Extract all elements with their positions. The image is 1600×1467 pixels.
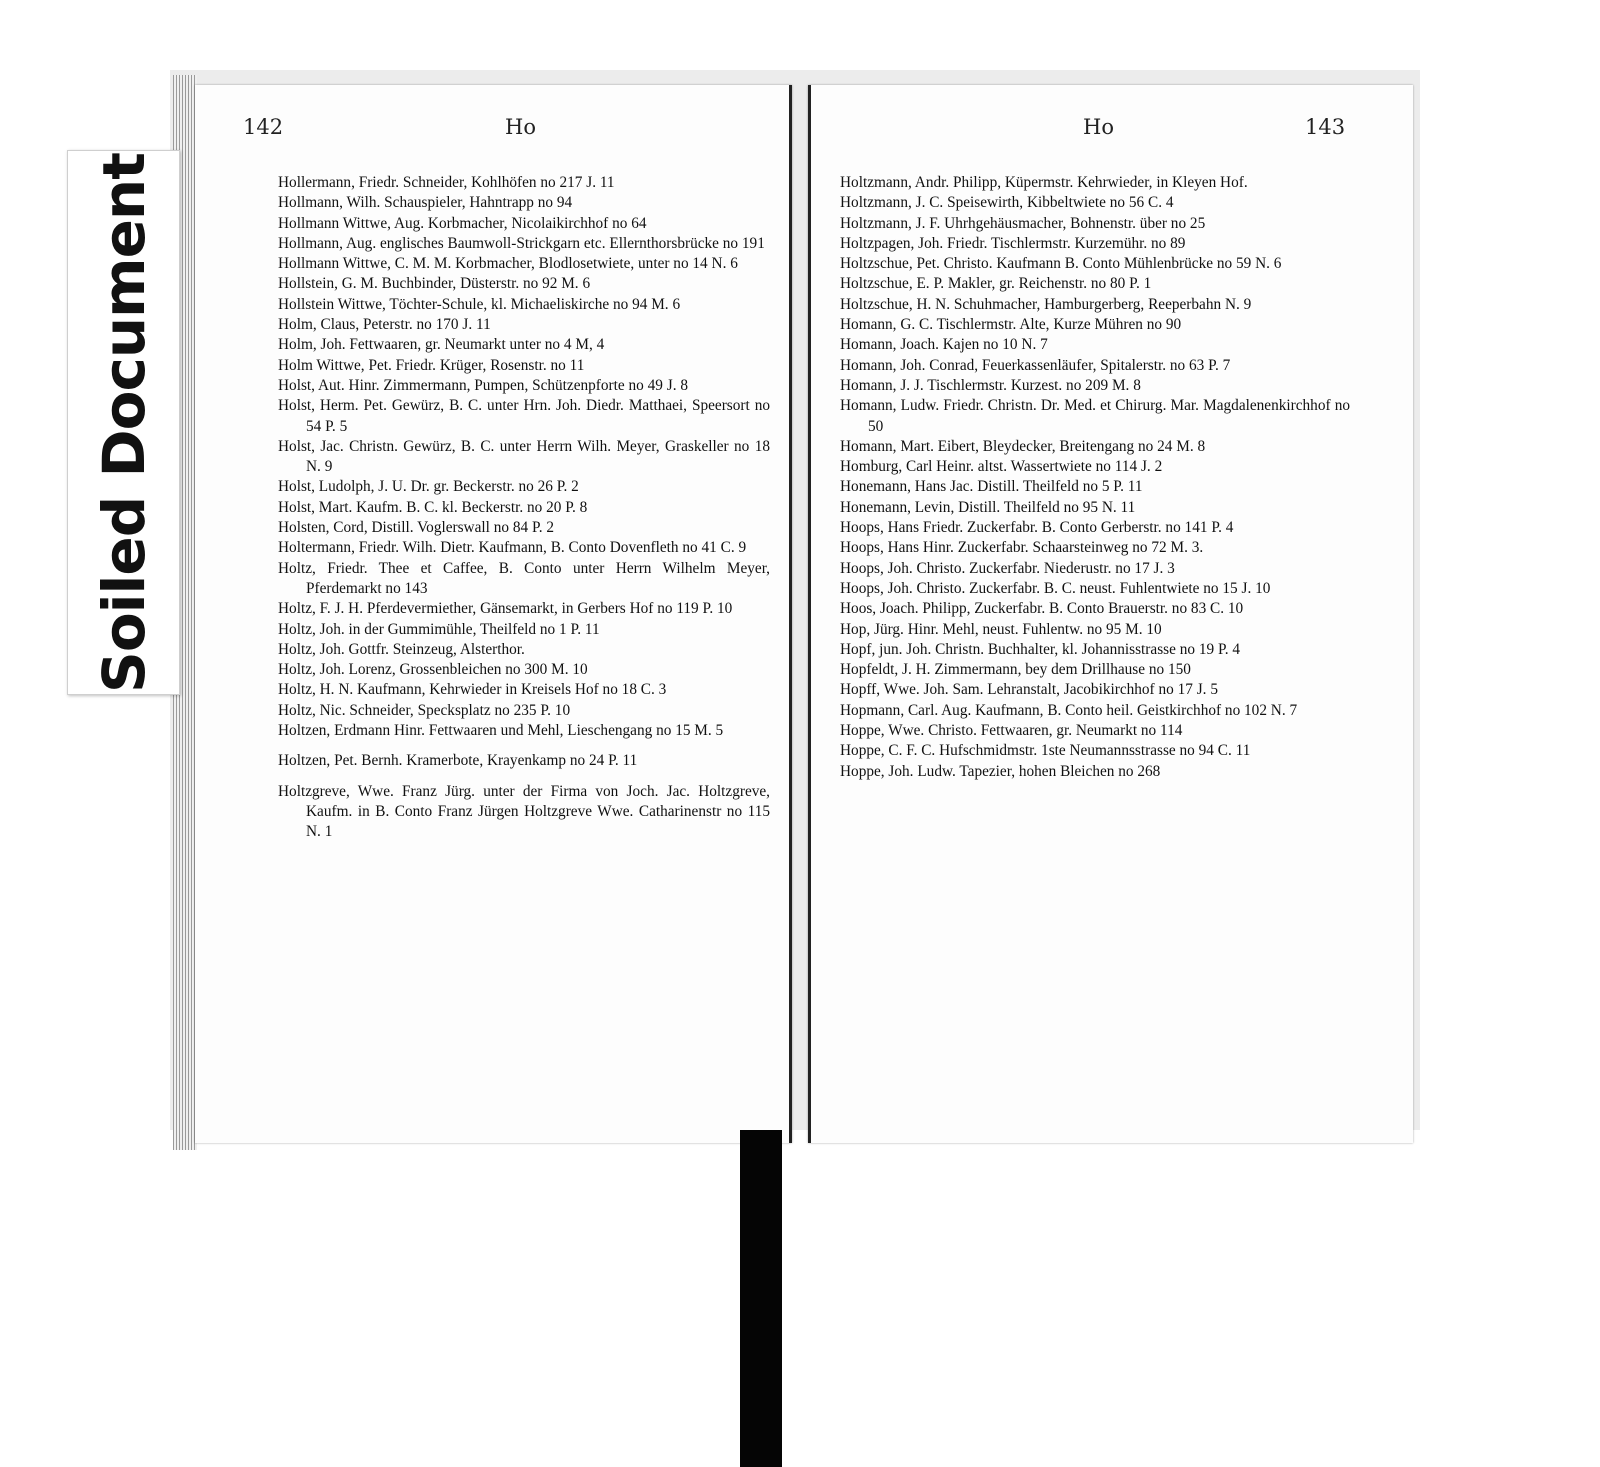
directory-entry: Holtzen, Erdmann Hinr. Fettwaaren und Mehl, Lieschengang no 15 M. 5 [278,722,724,740]
directory-entry: Homann, G. C. Tischlermstr. Alte, Kurze Mühren no 90 [840,316,1182,334]
directory-entry: Holst, Herm. Pet. Gewürz, B. C. unter Hrn. Joh. Diedr. Matthaei, Speersort no 54 P. 5 [278,397,770,435]
directory-entry: Holtermann, Friedr. Wilh. Dietr. Kaufmann, B. Conto Dovenfleth no 41 C. 9 [278,539,747,557]
directory-entry: Hollstein Wittwe, Töchter-Schule, kl. Michaeliskirche no 94 M. 6 [278,295,681,313]
directory-entry: Homann, Mart. Eibert, Bleydecker, Breitengang no 24 M. 8 [840,437,1206,455]
directory-entry: Hoops, Hans Hinr. Zuckerfabr. Schaarsteinweg no 72 M. 3. [840,539,1204,557]
directory-entry: Hoops, Joh. Christo. Zuckerfabr. B. C. neust. Fuhlentwiete no 15 J. 10 [840,579,1271,597]
directory-entry: Hopff, Wwe. Joh. Sam. Lehranstalt, Jacobikirchhof no 17 J. 5 [840,681,1218,699]
left-page-number: 142 [243,115,284,139]
directory-entry: Holtz, Joh. in der Gummimühle, Theilfeld no 1 P. 11 [278,620,600,638]
directory-entry: Holtz, Friedr. Thee et Caffee, B. Conto unter Herrn Wilhelm Meyer, Pferdemarkt no 143 [278,559,770,597]
directory-entry: Honemann, Hans Jac. Distill. Theilfeld no 5 P. 11 [840,478,1143,496]
directory-entry: Hoops, Hans Friedr. Zuckerfabr. B. Conto Gerberstr. no 141 P. 4 [840,519,1234,537]
directory-entry: Holtzschue, Pet. Christo. Kaufmann B. Conto Mühlenbrücke no 59 N. 6 [840,255,1282,273]
directory-entry: Homann, J. J. Tischlermstr. Kurzest. no 209 M. 8 [840,376,1141,394]
directory-entry: Homann, Ludw. Friedr. Christn. Dr. Med. et Chirurg. Mar. Magdalenenkirchhof no 50 [840,397,1350,435]
directory-entry: Hollstein, G. M. Buchbinder, Düsterstr. no 92 M. 6 [278,275,591,293]
directory-entry: Hoos, Joach. Philipp, Zuckerfabr. B. Conto Brauerstr. no 83 C. 10 [840,600,1244,618]
left-entry-list [278,173,770,843]
directory-entry: Holtz, H. N. Kaufmann, Kehrwieder in Kreisels Hof no 18 C. 3 [278,681,667,699]
directory-entry: Holst, Ludolph, J. U. Dr. gr. Beckerstr. no 26 P. 2 [278,478,579,496]
directory-entry: Holtzmann, Andr. Philipp, Küpermstr. Kehrwieder, in Kleyen Hof. [840,174,1248,191]
directory-entry: Holtzschue, E. P. Makler, gr. Reichenstr. no 80 P. 1 [840,275,1152,293]
directory-entry: Hopmann, Carl. Aug. Kaufmann, B. Conto heil. Geistkirchhof no 102 N. 7 [840,701,1298,719]
directory-entry: Hoppe, Wwe. Christo. Fettwaaren, gr. Neumarkt no 114 [840,722,1183,740]
stamp-label: Soiled Document [89,152,158,693]
directory-entry: Holm, Claus, Peterstr. no 170 J. 11 [278,316,491,334]
directory-entry: Hollmann, Aug. englisches Baumwoll-Strickgarn etc. Ellernthorsbrücke no 191 [278,234,765,252]
soiled-document-stamp [67,150,180,695]
directory-entry: Homann, Joh. Conrad, Feuerkassenläufer, Spitalerstr. no 63 P. 7 [840,356,1231,374]
directory-entry: Holtzpagen, Joh. Friedr. Tischlermstr. Kurzemühr. no 89 [840,234,1186,252]
directory-entry: Holst, Mart. Kaufm. B. C. kl. Beckerstr. no 20 P. 8 [278,498,588,516]
directory-entry: Holst, Aut. Hinr. Zimmermann, Pumpen, Schützenpforte no 49 J. 8 [278,376,688,394]
directory-entry: Holtzschue, H. N. Schuhmacher, Hamburgerberg, Reeperbahn N. 9 [840,295,1252,313]
directory-entry: Hollermann, Friedr. Schneider, Kohlhöfen no 217 J. 11 [278,174,615,191]
directory-entry: Holtz, Joh. Lorenz, Grossenbleichen no 300 M. 10 [278,661,588,679]
directory-entry: Holtzgreve, Wwe. Franz Jürg. unter der Firma von Joch. Jac. Holtzgreve, Kaufm. in B. Conto Franz Jürgen Holtzgreve Wwe. Catharinenstr no 115 N. 1 [278,782,770,841]
directory-entry: Holm Wittwe, Pet. Friedr. Krüger, Rosenstr. no 11 [278,356,585,374]
directory-entry: Hopfeldt, J. H. Zimmermann, bey dem Drillhause no 150 [840,661,1191,679]
directory-entry: Holm, Joh. Fettwaaren, gr. Neumarkt unter no 4 M, 4 [278,336,605,354]
right-entry-list [840,173,1350,782]
directory-entry: Hoppe, Joh. Ludw. Tapezier, hohen Bleichen no 268 [840,762,1161,780]
directory-entry: Holtz, Joh. Gottfr. Steinzeug, Alsterthor. [278,640,525,658]
directory-entry: Hollmann, Wilh. Schauspieler, Hahntrapp no 94 [278,194,573,212]
directory-entry: Hollmann Wittwe, Aug. Korbmacher, Nicolaikirchhof no 64 [278,214,647,232]
directory-entry: Honemann, Levin, Distill. Theilfeld no 95 N. 11 [840,498,1136,516]
directory-entry: Hop, Jürg. Hinr. Mehl, neust. Fuhlentw. no 95 M. 10 [840,620,1162,638]
directory-entry: Hopf, jun. Joh. Christn. Buchhalter, kl. Johannisstrasse no 19 P. 4 [840,640,1241,658]
directory-entry: Holst, Jac. Christn. Gewürz, B. C. unter Herrn Wilh. Meyer, Graskeller no 18 N. 9 [278,437,770,476]
directory-entry: Holtz, F. J. H. Pferdevermiether, Gänsemarkt, in Gerbers Hof no 119 P. 10 [278,600,733,618]
book-spine [740,1130,782,1467]
directory-entry: Hoppe, C. F. C. Hufschmidmstr. 1ste Neumannsstrasse no 94 C. 11 [840,742,1251,760]
right-running-head: Ho [1083,115,1114,139]
directory-entry: Holtzen, Pet. Bernh. Kramerbote, Krayenkamp no 24 P. 11 [278,752,638,770]
directory-entry: Homburg, Carl Heinr. altst. Wassertwiete no 114 J. 2 [840,458,1163,476]
left-running-head: Ho [505,115,536,139]
directory-entry: Holtzmann, J. F. Uhrhgehäusmacher, Bohnenstr. über no 25 [840,214,1206,232]
directory-entry: Hollmann Wittwe, C. M. M. Korbmacher, Blodlosetwiete, unter no 14 N. 6 [278,255,738,273]
directory-entry: Hoops, Joh. Christo. Zuckerfabr. Niederustr. no 17 J. 3 [840,559,1175,577]
directory-entry: Holtzmann, J. C. Speisewirth, Kibbeltwiete no 56 C. 4 [840,194,1174,212]
directory-entry: Homann, Joach. Kajen no 10 N. 7 [840,336,1048,354]
right-page-number: 143 [1305,115,1346,139]
directory-entry: Holsten, Cord, Distill. Voglerswall no 84 P. 2 [278,519,555,537]
directory-entry: Holtz, Nic. Schneider, Specksplatz no 235 P. 10 [278,701,571,719]
